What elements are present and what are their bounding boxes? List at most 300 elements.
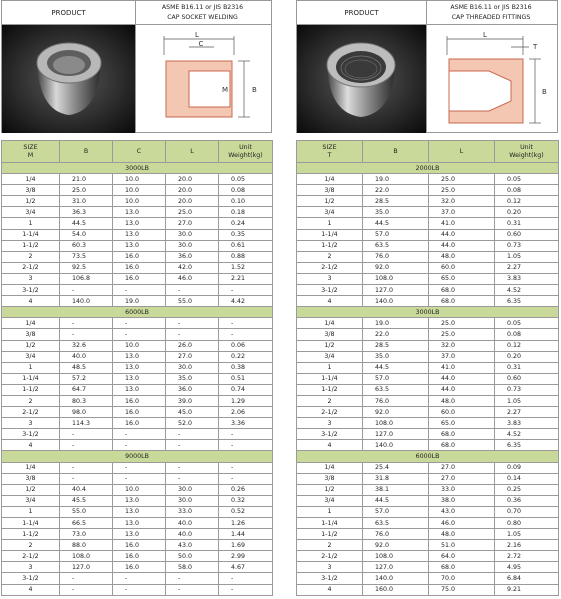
table-row — [2, 395, 273, 406]
table-cell: 2.06 — [219, 407, 273, 418]
table-cell: 3-1/2 — [297, 429, 363, 440]
table-cell: 27.0 — [166, 218, 219, 229]
table-row — [297, 429, 559, 440]
table-row — [297, 285, 559, 296]
table-row — [2, 495, 273, 506]
table-cell: 44.5 — [60, 218, 113, 229]
table-cell: 43.0 — [429, 506, 495, 517]
table-cell: - — [166, 440, 219, 451]
table-cell: 73.0 — [60, 529, 113, 540]
table-cell: 1/4 — [297, 318, 363, 329]
size-header: SIZE M — [2, 141, 60, 163]
table-cell: - — [60, 473, 113, 484]
table-cell: 50.0 — [166, 551, 219, 562]
table-header-row — [2, 141, 273, 163]
standard-subtitle: CAP SOCKET WELDING — [167, 14, 238, 21]
table-row — [2, 240, 273, 251]
table-cell: 76.0 — [363, 529, 429, 540]
table-cell: 28.5 — [363, 196, 429, 207]
table-cell: - — [166, 462, 219, 473]
table-cell: 1/4 — [297, 174, 363, 185]
table-cell: 44.0 — [429, 229, 495, 240]
table-cell: 2 — [2, 251, 60, 262]
table-cell: 25.4 — [363, 462, 429, 473]
table-cell: 16.0 — [113, 273, 166, 284]
table-cell: 2.27 — [495, 407, 559, 418]
table-cell: 1-1/2 — [297, 529, 363, 540]
table-cell: 44.0 — [429, 240, 495, 251]
table-cell: 140.0 — [363, 440, 429, 451]
table-cell: 60.0 — [429, 262, 495, 273]
dim-label-t: T — [533, 43, 538, 51]
table-cell: 38.0 — [429, 495, 495, 506]
table-cell: 27.0 — [429, 473, 495, 484]
table-cell: 30.0 — [166, 495, 219, 506]
table-cell: 1 — [2, 218, 60, 229]
table-cell: 2-1/2 — [297, 262, 363, 273]
table-cell: 106.8 — [60, 273, 113, 284]
cap-photo-image — [2, 25, 135, 133]
table-cell: 45.0 — [166, 407, 219, 418]
table-row — [297, 506, 559, 517]
l-header: L — [166, 141, 219, 163]
table-cell: 1-1/4 — [297, 373, 363, 384]
table-cell: 0.08 — [495, 329, 559, 340]
table-row — [2, 285, 273, 296]
threaded-header — [296, 0, 558, 133]
table-cell: 0.25 — [495, 484, 559, 495]
table-row — [297, 229, 559, 240]
table-cell: 68.0 — [429, 429, 495, 440]
table-cell: 44.5 — [363, 495, 429, 506]
table-cell: 52.0 — [166, 418, 219, 429]
table-cell: 0.36 — [495, 495, 559, 506]
table-cell: - — [113, 429, 166, 440]
table-cell: 63.5 — [363, 240, 429, 251]
table-cell: 1.05 — [495, 251, 559, 262]
dimension-diagram — [425, 25, 557, 133]
dim-label-m: M — [222, 86, 229, 94]
table-cell: 0.08 — [219, 185, 273, 196]
table-cell: 30.0 — [166, 484, 219, 495]
table-cell: 32.0 — [429, 196, 495, 207]
table-cell: - — [113, 285, 166, 296]
dim-label-b: B — [542, 88, 547, 96]
table-cell: 3-1/2 — [2, 573, 60, 584]
table-cell: 32.0 — [429, 340, 495, 351]
table-cell: 65.0 — [429, 418, 495, 429]
table-row — [297, 573, 559, 584]
table-cell: 55.0 — [166, 296, 219, 307]
table-row — [2, 429, 273, 440]
table-row — [297, 296, 559, 307]
table-row — [2, 262, 273, 273]
table-cell: 3-1/2 — [297, 573, 363, 584]
table-cell: 1.52 — [219, 262, 273, 273]
table-cell: 44.5 — [363, 218, 429, 229]
table-cell: 0.12 — [495, 196, 559, 207]
table-cell: 19.0 — [363, 174, 429, 185]
table-cell: 0.31 — [495, 362, 559, 373]
table-row — [2, 384, 273, 395]
table-cell: 4 — [297, 440, 363, 451]
table-cell: 13.0 — [113, 529, 166, 540]
table-row — [297, 174, 559, 185]
table-cell: 76.0 — [363, 395, 429, 406]
table-cell: - — [166, 318, 219, 329]
table-row — [297, 518, 559, 529]
table-cell: 3/8 — [2, 329, 60, 340]
table-cell: 2.99 — [219, 551, 273, 562]
table-cell: 13.0 — [113, 518, 166, 529]
table-cell: 0.26 — [219, 484, 273, 495]
table-cell: 1 — [2, 362, 60, 373]
table-cell: 48.5 — [60, 362, 113, 373]
table-cell: - — [60, 429, 113, 440]
table-cell: 20.0 — [166, 185, 219, 196]
table-cell: 0.12 — [495, 340, 559, 351]
table-cell: 4.67 — [219, 562, 273, 573]
table-cell: 39.0 — [166, 395, 219, 406]
table-cell: - — [166, 285, 219, 296]
table-cell: 108.0 — [363, 273, 429, 284]
table-cell: 1.05 — [495, 529, 559, 540]
table-cell: 2-1/2 — [2, 551, 60, 562]
table-cell: 57.0 — [363, 373, 429, 384]
table-row — [297, 407, 559, 418]
table-cell: 2.21 — [219, 273, 273, 284]
table-cell: 25.0 — [429, 318, 495, 329]
standard-subtitle: CAP THREADED FITTINGS — [451, 14, 531, 21]
table-cell: - — [113, 462, 166, 473]
table-row — [2, 185, 273, 196]
table-cell: - — [113, 573, 166, 584]
table-cell: 37.0 — [429, 207, 495, 218]
socket-weld-cap-panel — [1, 0, 272, 594]
table-cell: 9.21 — [495, 584, 559, 595]
table-cell: 32.6 — [60, 340, 113, 351]
table-row — [297, 395, 559, 406]
cap-photo-image — [297, 25, 426, 133]
table-cell: 35.0 — [363, 207, 429, 218]
table-row — [2, 473, 273, 484]
table-cell: 3.36 — [219, 418, 273, 429]
table-cell: 45.5 — [60, 495, 113, 506]
table-cell: 0.73 — [495, 240, 559, 251]
table-cell: 48.0 — [429, 251, 495, 262]
table-cell: 68.0 — [429, 296, 495, 307]
pressure-class-label: 3000LB — [297, 307, 559, 318]
table-row — [2, 484, 273, 495]
table-cell: 80.3 — [60, 395, 113, 406]
table-cell: 1 — [2, 506, 60, 517]
table-cell: 0.73 — [495, 384, 559, 395]
table-row — [297, 584, 559, 595]
table-cell: 4 — [2, 584, 60, 595]
table-cell: 27.0 — [429, 462, 495, 473]
table-cell: 0.80 — [495, 518, 559, 529]
table-cell: 3.83 — [495, 418, 559, 429]
table-cell: 108.0 — [363, 551, 429, 562]
standard-title — [134, 1, 271, 25]
table-row — [297, 251, 559, 262]
table-row — [297, 418, 559, 429]
table-cell: 4 — [297, 584, 363, 595]
table-cell: 20.0 — [166, 174, 219, 185]
table-cell: 0.38 — [219, 362, 273, 373]
table-cell: 1.69 — [219, 540, 273, 551]
table-cell: 0.35 — [219, 229, 273, 240]
table-cell: - — [219, 318, 273, 329]
table-cell: 1/2 — [2, 196, 60, 207]
table-row — [297, 495, 559, 506]
table-cell: 35.0 — [166, 373, 219, 384]
table-cell: - — [219, 329, 273, 340]
table-cell: 0.32 — [219, 495, 273, 506]
threaded-cap-photo — [297, 25, 427, 132]
table-row — [2, 207, 273, 218]
table-cell: 0.88 — [219, 251, 273, 262]
table-cell: 1/2 — [2, 484, 60, 495]
table-row — [2, 584, 273, 595]
table-cell: 3-1/2 — [297, 285, 363, 296]
table-cell: 4.95 — [495, 562, 559, 573]
table-row — [2, 573, 273, 584]
table-cell: 20.0 — [166, 196, 219, 207]
table-cell: 1/4 — [2, 462, 60, 473]
table-cell: 1-1/2 — [297, 240, 363, 251]
table-cell: 6.84 — [495, 573, 559, 584]
table-cell: 1-1/2 — [297, 384, 363, 395]
table-cell: 70.0 — [429, 573, 495, 584]
table-cell: 57.2 — [60, 373, 113, 384]
table-cell: 66.5 — [60, 518, 113, 529]
table-cell: 25.0 — [429, 329, 495, 340]
socket-weld-cap-photo — [2, 25, 136, 132]
table-cell: 22.0 — [363, 329, 429, 340]
pressure-class-row — [2, 163, 273, 174]
table-row — [2, 529, 273, 540]
table-cell: 44.5 — [363, 362, 429, 373]
table-cell: 19.0 — [363, 318, 429, 329]
table-header-row — [297, 141, 559, 163]
table-cell: - — [166, 584, 219, 595]
table-cell: 43.0 — [166, 540, 219, 551]
table-cell: 0.05 — [495, 174, 559, 185]
size-header: SIZE T — [297, 141, 363, 163]
table-cell: - — [113, 329, 166, 340]
table-cell: 0.06 — [219, 340, 273, 351]
table-cell: 108.0 — [363, 418, 429, 429]
table-cell: 1/4 — [297, 462, 363, 473]
table-cell: - — [113, 440, 166, 451]
standard-title — [425, 1, 557, 25]
table-cell: 3/4 — [2, 495, 60, 506]
table-cell: 1.26 — [219, 518, 273, 529]
table-cell: 60.0 — [429, 407, 495, 418]
table-row — [2, 273, 273, 284]
table-cell: 1-1/4 — [2, 518, 60, 529]
table-row — [2, 329, 273, 340]
standard-line: ASME B16.11 or JIS B2316 — [450, 4, 532, 11]
table-row — [297, 218, 559, 229]
table-row — [297, 262, 559, 273]
table-row — [2, 462, 273, 473]
table-cell: - — [166, 429, 219, 440]
table-cell: 22.0 — [363, 185, 429, 196]
table-cell: 13.0 — [113, 229, 166, 240]
table-cell: 13.0 — [113, 495, 166, 506]
socket-weld-cap-drawing — [134, 25, 271, 132]
table-cell: 46.0 — [166, 273, 219, 284]
table-cell: 36.0 — [166, 251, 219, 262]
table-cell: 41.0 — [429, 362, 495, 373]
table-cell: 0.18 — [219, 207, 273, 218]
table-cell: 0.60 — [495, 373, 559, 384]
table-cell: 19.0 — [113, 296, 166, 307]
table-row — [297, 462, 559, 473]
table-cell: 16.0 — [113, 251, 166, 262]
table-cell: 0.05 — [219, 174, 273, 185]
table-cell: 13.0 — [113, 362, 166, 373]
pressure-class-label: 2000LB — [297, 163, 559, 174]
table-cell: 36.0 — [166, 384, 219, 395]
table-cell: 10.0 — [113, 340, 166, 351]
table-cell: 25.0 — [166, 207, 219, 218]
table-cell: 6.35 — [495, 296, 559, 307]
dim-label-c: C — [198, 40, 204, 48]
table-row — [2, 251, 273, 262]
pressure-class-row — [297, 307, 559, 318]
table-cell: 64.0 — [429, 551, 495, 562]
table-cell: 30.0 — [166, 229, 219, 240]
product-label: PRODUCT — [297, 1, 427, 25]
pressure-class-row — [297, 163, 559, 174]
unit-weight-header: Unit Weight(kg) — [219, 141, 273, 163]
table-cell: 140.0 — [363, 296, 429, 307]
table-cell: 4.52 — [495, 285, 559, 296]
table-cell: - — [60, 440, 113, 451]
table-cell: 68.0 — [429, 285, 495, 296]
table-cell: 1 — [297, 218, 363, 229]
l-header: L — [429, 141, 495, 163]
table-cell: 68.0 — [429, 440, 495, 451]
table-row — [2, 562, 273, 573]
table-cell: 40.0 — [166, 529, 219, 540]
table-cell: 3/4 — [297, 495, 363, 506]
table-row — [297, 384, 559, 395]
table-cell: 2-1/2 — [2, 262, 60, 273]
table-cell: 1 — [297, 362, 363, 373]
table-cell: 60.3 — [60, 240, 113, 251]
table-cell: 4 — [297, 296, 363, 307]
table-cell: 28.5 — [363, 340, 429, 351]
table-cell: 3 — [2, 562, 60, 573]
table-cell: 92.0 — [363, 407, 429, 418]
table-cell: - — [219, 285, 273, 296]
standard-line: ASME B16.11 or JIS B2316 — [161, 4, 244, 11]
table-cell: 13.0 — [113, 373, 166, 384]
table-row — [297, 440, 559, 451]
table-cell: 10.0 — [113, 196, 166, 207]
table-cell: 57.0 — [363, 506, 429, 517]
table-cell: - — [60, 584, 113, 595]
table-cell: 98.0 — [60, 407, 113, 418]
table-cell: 2 — [297, 540, 363, 551]
table-cell: 75.0 — [429, 584, 495, 595]
table-row — [297, 351, 559, 362]
table-cell: 1-1/4 — [297, 229, 363, 240]
table-cell: 1/2 — [297, 196, 363, 207]
table-row — [297, 185, 559, 196]
table-cell: 2.72 — [495, 551, 559, 562]
table-cell: 10.0 — [113, 185, 166, 196]
table-cell: - — [219, 573, 273, 584]
table-cell: 1/2 — [2, 340, 60, 351]
table-cell: 44.0 — [429, 373, 495, 384]
table-row — [2, 229, 273, 240]
table-cell: 3/4 — [297, 207, 363, 218]
socket-weld-header — [1, 0, 272, 133]
table-cell: 1-1/2 — [2, 240, 60, 251]
table-cell: 3-1/2 — [2, 285, 60, 296]
table-cell: 31.0 — [60, 196, 113, 207]
table-row — [2, 218, 273, 229]
table-row — [2, 362, 273, 373]
b-header: B — [60, 141, 113, 163]
table-cell: 51.0 — [429, 540, 495, 551]
table-cell: 1-1/4 — [297, 518, 363, 529]
table-row — [297, 273, 559, 284]
table-cell: 108.0 — [60, 551, 113, 562]
table-row — [2, 296, 273, 307]
table-row — [297, 362, 559, 373]
table-cell: - — [60, 329, 113, 340]
table-cell: - — [60, 462, 113, 473]
c-header: C — [113, 141, 166, 163]
table-cell: 3/8 — [297, 473, 363, 484]
table-cell: 37.0 — [429, 351, 495, 362]
pressure-class-row — [2, 451, 273, 462]
table-row — [2, 440, 273, 451]
table-cell: 64.7 — [60, 384, 113, 395]
table-row — [297, 551, 559, 562]
table-cell: 30.0 — [166, 362, 219, 373]
table-cell: 35.0 — [363, 351, 429, 362]
table-cell: 58.0 — [166, 562, 219, 573]
table-cell: 1/2 — [297, 340, 363, 351]
table-cell: 2.27 — [495, 262, 559, 273]
table-cell: 57.0 — [363, 229, 429, 240]
table-cell: 16.0 — [113, 262, 166, 273]
table-cell: 68.0 — [429, 562, 495, 573]
unit-weight-header: Unit Weight(kg) — [495, 141, 559, 163]
table-cell: 1/2 — [297, 484, 363, 495]
table-cell: 3.83 — [495, 273, 559, 284]
table-cell: - — [60, 573, 113, 584]
table-cell: 2 — [2, 395, 60, 406]
table-cell: - — [219, 429, 273, 440]
table-cell: 127.0 — [363, 429, 429, 440]
table-cell: 38.1 — [363, 484, 429, 495]
table-cell: 3/8 — [2, 473, 60, 484]
table-row — [297, 540, 559, 551]
table-cell: 127.0 — [363, 285, 429, 296]
pressure-class-label: 6000LB — [2, 307, 273, 318]
table-row — [2, 196, 273, 207]
table-cell: 0.70 — [495, 506, 559, 517]
table-cell: 13.0 — [113, 240, 166, 251]
